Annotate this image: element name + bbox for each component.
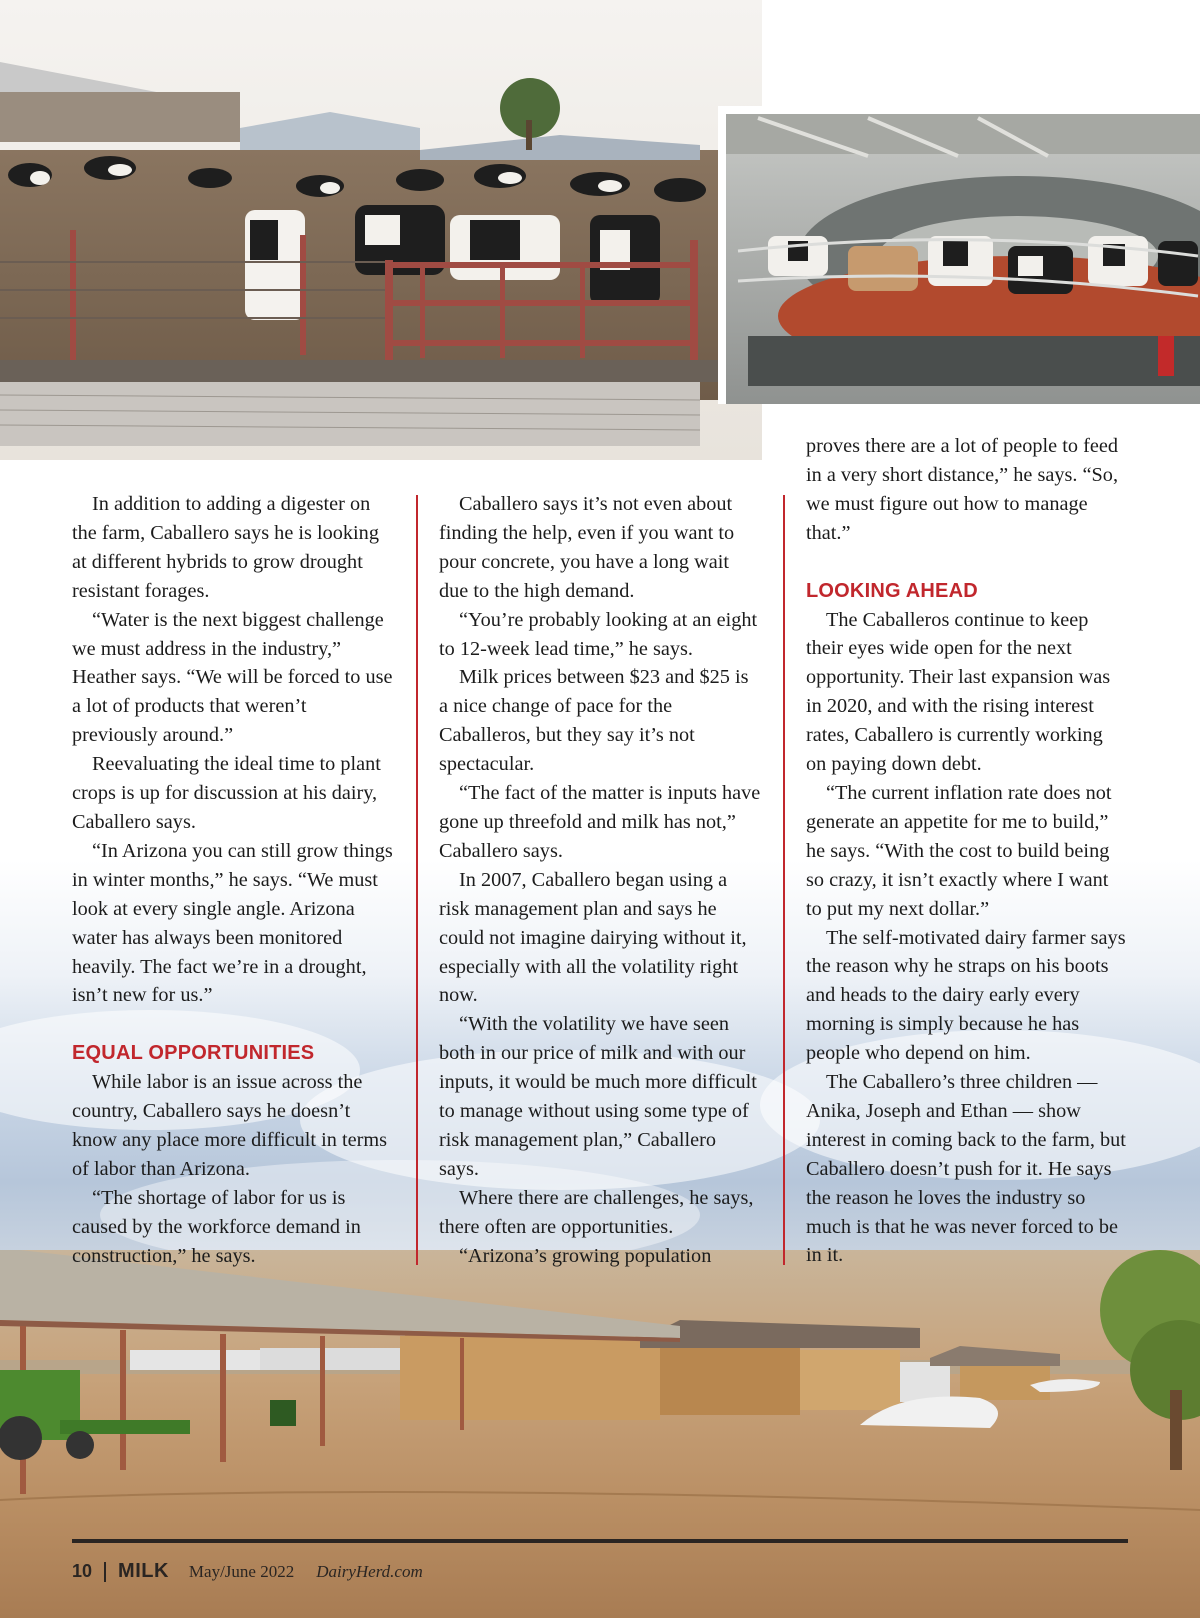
paragraph: Milk prices between $23 and $25 is a nice change of pace for the Caballeros, but they say it’s not spectacular. xyxy=(439,666,749,776)
column-divider xyxy=(416,495,418,1265)
rotary-parlor-illustration xyxy=(718,106,1200,404)
paragraph: “You’re probably looking at an eight to 12-week lead time,” he says. xyxy=(439,608,758,660)
paragraph: “The shortage of labor for us is caused by the workforce demand in construction,” he says. xyxy=(72,1186,361,1267)
paragraph: Caballero says it’s not even about finding the help, even if you want to pour concrete, you have a long wait due to the high demand. xyxy=(439,493,735,602)
article-column-2 xyxy=(439,490,761,1270)
issue-date: May/June 2022 xyxy=(188,1562,295,1581)
paragraph: “In Arizona you can still grow things in winter months,” he says. “We must look at every single angle. Arizona water has always been monitored heavily. The fact we’re in a drought, isn’t new for us.” xyxy=(72,839,393,1007)
column-divider xyxy=(783,495,785,1265)
article-column-3 xyxy=(806,432,1128,1270)
feedlot-illustration xyxy=(0,0,762,460)
paragraph: “With the volatility we have seen both in our price of milk and with our inputs, it would be much more difficult to manage without using some type of risk management plan,” Caballero says. xyxy=(439,1013,757,1180)
section-heading-equal-opportunities: EQUAL OPPORTUNITIES xyxy=(72,1042,315,1065)
page-footer xyxy=(72,1560,423,1584)
paragraph: While labor is an issue across the country, Caballero says he doesn’t know any place more difficult in terms of labor than Arizona. xyxy=(72,1071,388,1180)
section-heading-looking-ahead: LOOKING AHEAD xyxy=(806,579,978,602)
paragraph: The self-motivated dairy farmer says the reason why he straps on his boots and heads to the dairy early every morning is simply because he has people who depend on him. xyxy=(806,926,1126,1065)
paragraph: The Caballero’s three children — Anika, Joseph and Ethan — show interest in coming back to the farm, but Caballero doesn’t push for it. He says the reason he loves the industry so much is that he was never forced to be in it. xyxy=(806,1071,1126,1267)
paragraph: Reevaluating the ideal time to plant crops is up for discussion at his dairy, Caballero says. xyxy=(72,753,381,833)
paragraph: Where there are challenges, he says, there often are opportunities. xyxy=(439,1186,754,1238)
page-number: 10 xyxy=(72,1561,93,1581)
feedlot-photo xyxy=(0,0,762,460)
paragraph: “The fact of the matter is inputs have gone up threefold and milk has not,” Caballero says. xyxy=(439,782,761,862)
paragraph: “The current inflation rate does not generate an appetite for me to build,” he says. “With the cost to build being so crazy, it isn’t exactly where I want to put my next dollar.” xyxy=(806,781,1112,920)
footer-separator xyxy=(104,1562,106,1582)
paragraph: In addition to adding a digester on the farm, Caballero says he is looking at different hybrids to grow drought resistant forages. xyxy=(72,493,379,602)
paragraph: “Arizona’s growing population xyxy=(459,1244,712,1267)
rotary-parlor-photo xyxy=(718,106,1200,404)
paragraph: The Caballeros continue to keep their eyes wide open for the next opportunity. Their last expansion was in 2020, and with the rising interest rates, Caballero is currently working on paying down debt. xyxy=(806,608,1111,776)
magazine-name: MILK xyxy=(118,1560,169,1582)
paragraph: In 2007, Caballero began using a risk management plan and says he could not imagine dairying without it, especially with all the volatility right now. xyxy=(439,868,747,1007)
article-column-1 xyxy=(72,490,394,1271)
paragraph: “Water is the next biggest challenge we must address in the industry,” Heather says. “We will be forced to use a lot of products that weren’t previously around.” xyxy=(72,608,393,747)
footer-rule xyxy=(72,1539,1128,1543)
paragraph: proves there are a lot of people to feed in a very short distance,” he says. “So, we must figure out how to manage that.” xyxy=(806,435,1119,544)
website-link[interactable]: DairyHerd.com xyxy=(316,1562,423,1581)
